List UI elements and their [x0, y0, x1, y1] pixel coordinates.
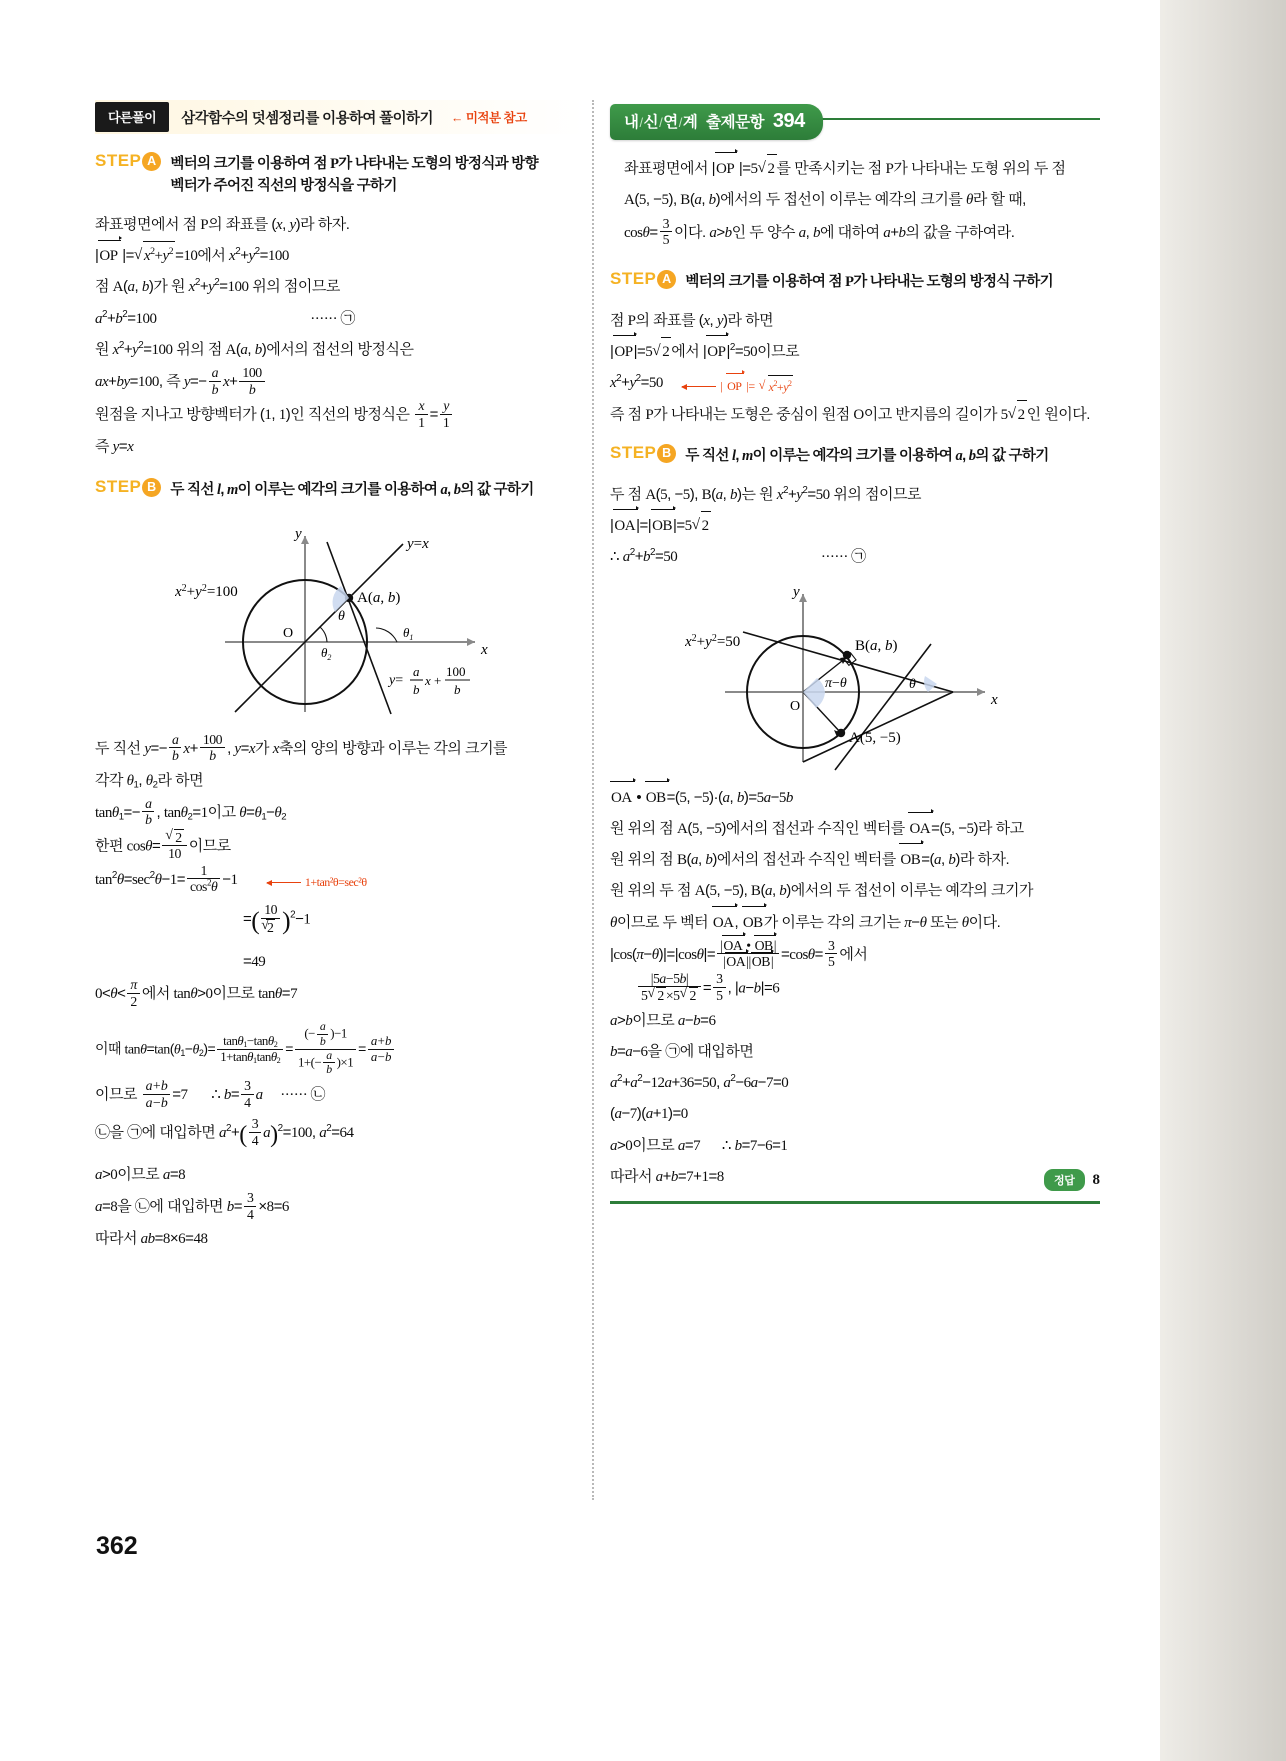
svg-text:+: +	[434, 672, 442, 688]
svg-text:y=x: y=x	[407, 535, 429, 552]
left-column	[95, 100, 585, 1255]
right-line-4: 즉 점 P가 나타내는 도형은 중심이 원점 O이고 반지름의 길이가 5 √ 2 인 원이다.	[610, 400, 1100, 430]
right-line-14: $\frac{|5a-5b|}{5 √ 2 \times 5 √ 2}$ = $\frac{3}{5}$ , |a−b|=6	[610, 972, 1100, 1005]
svg-text:θ2: $\theta_2$	[321, 644, 332, 662]
step-letter-badge: B	[142, 478, 161, 497]
right-line-20: 따라서 a+b=7+1=8	[610, 1167, 724, 1185]
right-step-a	[610, 270, 1100, 293]
svg-text:O: O	[283, 625, 294, 641]
alt-solution-reference: ← 미적분 참고	[450, 111, 527, 125]
page-edge-shadow	[1160, 0, 1286, 1761]
right-line-1: 점 P의 좌표를 (x, y)라 하면	[610, 311, 774, 329]
right-line-17: $a^2+a^2-12a+36=50$, $a^2-6a-7=0$	[610, 1073, 789, 1092]
left-line-17: 이때 $\tan\theta=\tan(\theta_1-\theta_2)=$ $\frac{\tan\theta_1-\tan\theta_2}{1+\tan\theta_1\tan\theta_2}$ = (− $\frac{a}{b}$ )−1 1+(− $\frac{a}{b}$ )×1 = $\frac{a+b}{a-b}$	[95, 1022, 585, 1078]
right-line-19: a>0이므로 a=7 ∴ b=7−6=1	[610, 1136, 788, 1154]
left-line-12: 한편 cosθ= √ $\frac{2}{10}$ 이므로	[95, 830, 585, 863]
left-line-13: $\tan^2\theta=\sec^2\theta-1=$ $\frac{1}{\cos^2\theta}$ −1 1+tan²θ=sec²θ	[95, 862, 367, 894]
step-letter-badge: A	[142, 152, 161, 171]
svg-text:θ: θ	[909, 676, 916, 692]
step-letter-badge: A	[657, 270, 676, 289]
annotation-op-magnitude: | OP |= √ $x^2+y^2$	[682, 375, 793, 399]
right-line-15: a>b이므로 a−b=6	[610, 1011, 716, 1029]
svg-text:π−θ: π−θ	[825, 675, 847, 691]
svg-text:x: x	[991, 691, 998, 708]
svg-text:y: y	[793, 583, 800, 600]
left-line-11: tanθ$_1$=− $\frac{a}{b}$ , tanθ$_2$=1이고 $\theta=\theta_1-\theta_2$	[95, 795, 287, 828]
right-line-3: $x^2+y^2=50$ | OP |= √ $x^2+y^2$	[610, 368, 1100, 399]
left-line-22: 따라서 ab=8×6=48	[95, 1230, 208, 1248]
svg-text:B(a, b): B(a, b)	[855, 637, 898, 654]
problem-line-2: A(5, −5), B(a, b)에서의 두 접선이 이루는 예각의 크기를 θ라 할 때,	[624, 191, 1026, 209]
step-label: STEP A	[610, 270, 676, 289]
svg-text:x: x	[425, 672, 431, 688]
svg-text:θ: θ	[338, 608, 345, 624]
left-line-18: 이므로 $\frac{a+b}{a-b}$ =7 ∴ b= $\frac{3}{4}$ a ······ ㉡	[95, 1078, 325, 1110]
left-line-7: 원점을 지나고 방향벡터가 (1, 1)인 직선의 방정식은 $\frac{x}{1}$ = $\frac{y}{1}$	[95, 399, 585, 431]
page-number: 362	[96, 1532, 138, 1560]
answer-value: 8	[1092, 1171, 1100, 1188]
left-step-b	[95, 478, 585, 501]
left-line-10: 각각 $\theta_1$, $\theta_2$라 하면	[95, 771, 204, 790]
alt-solution-title: 삼각함수의 덧셈정리를 이용하여 풀이하기	[181, 110, 433, 127]
step-b-description: 두 직선 l, m이 이루는 예각의 크기를 이용하여 a, b의 값 구하기	[685, 448, 1049, 465]
svg-text:A(5, −5): A(5, −5)	[849, 729, 901, 746]
right-line-10: 원 위의 점 B(a, b)에서의 접선과 수직인 벡터를 OB=(a, b)라 하자.	[610, 845, 1100, 875]
left-line-16: 0<θ< $\frac{\pi}{2}$ 에서 tanθ>0이므로 tanθ=7	[95, 977, 298, 1009]
left-line-8: 즉 y=x	[95, 437, 134, 455]
left-circle-tangent-diagram	[175, 524, 505, 724]
left-line-2: |OP |= √ $x^2+y^2 =10$에서 $x^2+y^2=100$	[95, 241, 585, 271]
right-line-2: |OP|=5 √ 2 에서 $|OP|^2=50$이므로	[610, 337, 1100, 367]
alt-solution-tag: 다른풀이	[95, 102, 169, 132]
problem-number: 394	[772, 110, 805, 132]
svg-text:O: O	[790, 698, 801, 714]
right-column	[610, 100, 1100, 1204]
problem-header-badge: 내/신/연/계 출제문항 394	[610, 104, 823, 140]
right-line-12: θ이므로 두 벡터 OA, OB가 이루는 각의 크기는 π−θ 또는 θ이다.	[610, 908, 1100, 938]
step-letter-badge: B	[657, 444, 676, 463]
left-line-6: ax+by=100, 즉 y=− $\frac{a}{b}$ x+ $\frac{100}{b}$	[95, 366, 585, 398]
alternative-solution-header	[95, 100, 585, 134]
svg-text:a: a	[413, 663, 420, 679]
right-line-18: (a−7)(a+1)=0	[610, 1105, 688, 1123]
left-line-20: a>0이므로 a=8	[95, 1165, 186, 1183]
left-line-4: $a^2+b^2=100$ ······ ㉠	[95, 308, 355, 327]
left-step-a	[95, 152, 585, 198]
section-bottom-rule	[610, 1201, 1100, 1204]
problem-line-1: 좌표평면에서 |OP |=5 √ 2 를 만족시키는 점 P가 나타내는 도형 위의 두 점	[610, 154, 1100, 184]
svg-text:100: 100	[446, 663, 466, 679]
step-label: STEP B	[95, 478, 161, 497]
problem-header	[610, 100, 1100, 134]
right-line-5: 두 점 A(5, −5), B(a, b)는 원 $x^2+y^2=50$ 위의 점이므로	[610, 484, 921, 503]
right-line-11: 원 위의 두 점 A(5, −5), B(a, b)에서의 두 접선이 이루는 예각의 크기가	[610, 882, 1033, 900]
step-a-description: 벡터의 크기를 이용하여 점 P가 나타내는 도형의 방정식과 방향 벡터가 주어진 직선의 방정식을 구하기	[170, 156, 538, 195]
svg-text:y=: y=	[389, 672, 404, 688]
problem-line-3: cosθ= $\frac{3}{5}$ 이다. a>b인 두 양수 a, b에 대하여 a+b의 값을 구하여라.	[624, 215, 1015, 247]
annotation-sec-identity: 1+tan²θ=sec²θ	[267, 871, 367, 894]
svg-text:b: b	[413, 681, 420, 697]
right-line-7: ∴ $a^2+b^2=50$ ······ ㉠	[610, 547, 866, 566]
left-line-9: 두 직선 y=− $\frac{a}{b}$ x+ $\frac{100}{b}$ , y=x가 x축의 양의 방향과 이루는 각의 크기를	[95, 731, 508, 764]
svg-text:b: b	[454, 681, 461, 697]
step-label: STEP B	[610, 444, 676, 463]
column-divider	[592, 100, 594, 1500]
left-figure-container	[95, 514, 585, 732]
svg-text:θ1: $\theta_1$	[403, 624, 414, 642]
svg-text:x: x	[481, 641, 488, 658]
left-line-3: 점 A(a, b)가 원 $x^2+y^2=100$ 위의 점이므로	[95, 277, 340, 296]
right-line-6: |OA|=|OB|=5 √ 2	[610, 511, 1100, 541]
svg-text:y: y	[295, 525, 302, 542]
right-line-9: 원 위의 점 A(5, −5)에서의 접선과 수직인 벡터를 OA=(5, −5)라 하고	[610, 814, 1100, 844]
left-line-1: 좌표평면에서 점 P의 좌표를 (x, y)라 하자.	[95, 215, 350, 233]
step-label: STEP A	[95, 152, 161, 171]
svg-text:x2+y2=50: $x^2+y^2=50$	[685, 632, 741, 650]
left-line-5: 원 $x^2+y^2=100$ 위의 점 A(a, b)에서의 접선의 방정식은	[95, 339, 414, 358]
step-a-description: 벡터의 크기를 이용하여 점 P가 나타내는 도형의 방정식 구하기	[685, 274, 1053, 291]
left-line-19: ㉡을 ㉠에 대입하면 $a^2+$( $\frac{3}{4}$ a)$^2$=100, $a^2=64$	[95, 1116, 354, 1149]
svg-text:x2+y2=100: $x^2+y^2=100$	[175, 582, 238, 600]
right-circle-tangent-diagram	[685, 584, 1025, 774]
left-line-15: =49	[243, 953, 266, 971]
right-line-8: OA • OB=(5, −5)·(a, b)=5a−5b	[610, 783, 1100, 813]
right-step-b	[610, 444, 1100, 467]
right-figure-container	[610, 574, 1100, 782]
left-line-14: =( 10 √ 2 )$^2$−1	[95, 896, 585, 946]
left-line-21: a=8을 ㉡에 대입하면 b= $\frac{3}{4}$ ×8=6	[95, 1190, 289, 1222]
svg-text:A(a, b): A(a, b)	[357, 589, 401, 606]
right-line-16: b=a−6을 ㉠에 대입하면	[610, 1042, 754, 1060]
right-line-13: |cos(π−θ)|=|cosθ|= $\frac{|OA • OB|}{|OA||OB|}$ =cosθ= $\frac{3}{5}$ 에서	[610, 937, 868, 970]
step-b-description: 두 직선 l, m이 이루는 예각의 크기를 이용하여 a, b의 값 구하기	[170, 482, 534, 499]
answer-badge: 정답	[1044, 1169, 1084, 1191]
